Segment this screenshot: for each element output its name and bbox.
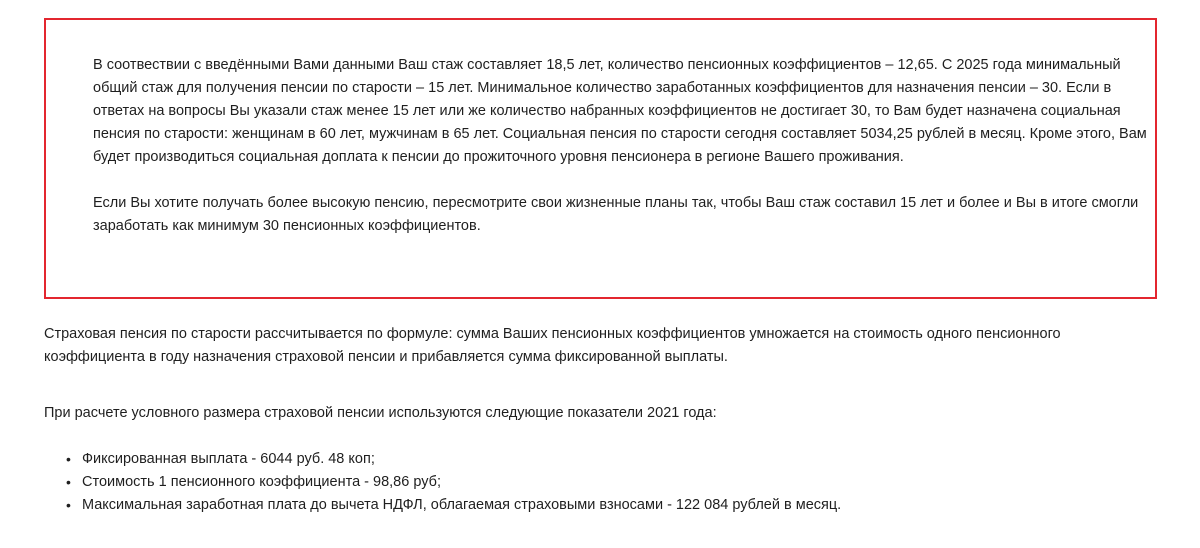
list-item	[66, 448, 1164, 471]
bullet-icon: •	[66, 497, 71, 513]
pension-info-section	[44, 323, 1164, 517]
notice-paragraph-summary: В соотвествии с введёнными Вами данными Ваш стаж составляет 18,5 лет, количество пенсионных коэффициентов – 12,65. С 2025 года минимальный общий стаж для получения пенсии по старости – 15 лет. Минимальное количество заработанных коэффициентов для назначения пенсии – 30. Если в ответах на вопросы Вы указали стаж менее 15 лет или же количество набранных коэффициентов не достигает 30, то Вам будет назначена социальная пенсия по старости: женщинам в 60 лет, мужчинам в 65 лет. Социальная пенсия по старости сегодня составляет 5034,25 рублей в месяц. Кроме этого, Вам будет производиться социальная доплата к пенсии до прожиточного уровня пенсионера в регионе Вашего проживания.	[93, 57, 1147, 165]
notice-content	[93, 54, 1155, 238]
formula-description: Страховая пенсия по старости рассчитывается по формуле: сумма Ваших пенсионных коэффициентов умножается на стоимость одного пенсионного коэффициента в году назначения страховой пенсии и прибавляется сумма фиксированной выплаты.	[44, 326, 1061, 365]
indicators-list	[44, 448, 1164, 517]
indicator-fixed-payment: Фиксированная выплата - 6044 руб. 48 коп;	[82, 451, 375, 467]
indicators-intro: При расчете условного размера страховой пенсии используются следующие показатели 2021 года:	[44, 405, 717, 421]
bullet-icon: •	[66, 451, 71, 467]
list-item	[66, 494, 1164, 517]
bullet-icon: •	[66, 474, 71, 490]
pension-notice-box	[44, 18, 1157, 299]
list-item	[66, 471, 1164, 494]
notice-paragraph-advice: Если Вы хотите получать более высокую пенсию, пересмотрите свои жизненные планы так, чтобы Ваш стаж составил 15 лет и более и Вы в итоге смогли заработать как минимум 30 пенсионных коэффициентов.	[93, 195, 1139, 234]
indicator-max-salary: Максимальная заработная плата до вычета НДФЛ, облагаемая страховыми взносами - 122 084 рублей в месяц.	[82, 497, 842, 513]
indicator-coefficient-cost: Стоимость 1 пенсионного коэффициента - 98,86 руб;	[82, 474, 441, 490]
